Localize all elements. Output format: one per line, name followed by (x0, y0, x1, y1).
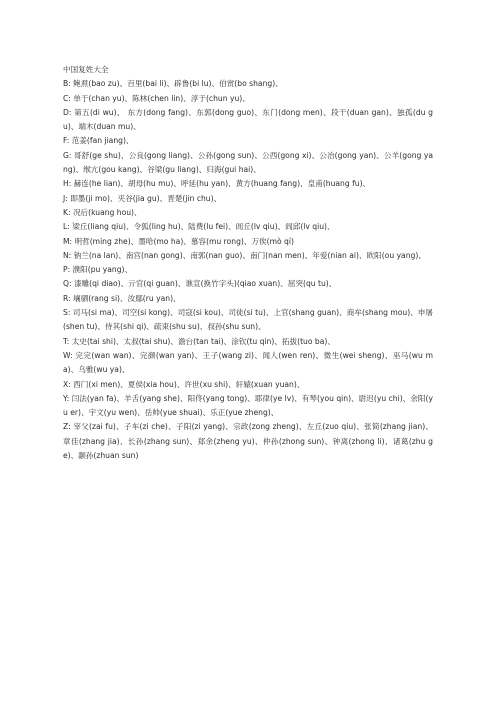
surname-entry-y: Y: 闫法(yan fa)、羊舌(yang she)、阳佟(yang tong)、耶律(ye lv)、有琴(you qin)、尉迟(yu chi)、余阳(yu er)、宇文(yu wen)、岳帅(yue shuai)、乐正(yue zheng)、 (63, 393, 433, 418)
document-title: 中国复姓大全 (63, 65, 109, 74)
surname-entry-f: F: 范姜(fan jiang)、 (63, 136, 134, 146)
surname-entry-j: J: 即墨(ji mo)、夹谷(jia gu)、晋楚(jin chu)、 (63, 193, 222, 203)
surname-entry-z: Z: 宰父(zai fu)、子车(zi che)、子阳(zi yang)、宗政(zong zheng)、左丘(zuo qiu)、张简(zhang jian)、章佳(zhang jia)、长孙(zhang sun)、郑余(zheng yu)、仲孙(zhong sun)、钟离(zhong li)、诸葛(zhu ge)、颛孙(zhuan sun) (63, 422, 433, 461)
surname-entry-h: H: 赫连(he lian)、胡母(hu mu)、呼延(hu yan)、黄方(huang fang)、皇甫(huang fu)、 (63, 179, 371, 189)
surname-entry-g: G: 哥舒(ge shu)、公良(gong liang)、公孙(gong sun)、公西(gong xi)、公冶(gong yan)、公羊(gong yang)、缑亢(gou kang)、谷梁(gu liang)、归海(gui hai)、 (63, 150, 433, 175)
surname-entry-c: C: 单于(chan yu)、陈林(chen lin)、淳于(chun yu)、 (63, 93, 250, 103)
surname-entry-t: T: 太史(tai shi)、太叔(tai shu)、澹台(tan tai)、涂钦(tu qin)、拓拔(tuo ba)、 (63, 336, 335, 346)
surname-entry-p: P: 濮阳(pu yang)、 (63, 265, 133, 275)
surname-entry-m: M: 明哲(ming zhe)、墨哈(mo ha)、慕容(mu rong)、万俟(mò qí) (63, 236, 294, 246)
document-page (63, 63, 433, 463)
surname-entry-k: K: 况后(kuang hou)、 (63, 207, 142, 217)
surname-entry-n: N: 钠兰(na lan)、南宫(nan gong)、南郭(nan guo)、南门(nan men)、年爱(nian ai)、欧阳(ou yang)、 (63, 250, 426, 260)
surname-entry-b: B: 鲍焄(bao zu)、百里(bai li)、辟鲁(bi lu)、伯赏(bo shang)、 (63, 79, 283, 89)
surname-entry-l: L: 梁丘(liang qiu)、令狐(ling hu)、陆费(lu fei)、闾丘(lv qiu)、闾邱(lv qiu)、 (63, 222, 335, 232)
surname-entry-w: W: 完完(wan wan)、完颜(wan yan)、王子(wang zi)、闻人(wen ren)、微生(wei sheng)、巫马(wu ma)、乌雅(wu ya)、 (63, 350, 433, 375)
surname-entry-r: R: 壤驷(rang si)、汝鄢(ru yan)、 (63, 293, 181, 303)
surname-entry-q: Q: 漆雕(qi diao)、亓官(qi guan)、谯宣(换竹字头)(qiao xuan)、屈突(qu tu)、 (63, 279, 337, 289)
surname-entry-d: D: 第五(di wu)、 东方(dong fang)、东郭(dong guo)、东门(dong men)、段干(duan gan)、独孤(du gu)、端木(duan mu)、 (63, 107, 433, 132)
surname-entry-x: X: 西门(xi men)、夏侯(xia hou)、许世(xu shi)、轩辕(xuan yuan)、 (63, 379, 305, 389)
surname-entry-s: S: 司马(si ma)、司空(si kong)、司寇(si kou)、司徒(si tu)、上官(shang guan)、商牟(shang mou)、申屠(shen tu)、侍其(shi qi)、疏束(shu su)、叔孙(shu sun)、 (63, 308, 433, 332)
